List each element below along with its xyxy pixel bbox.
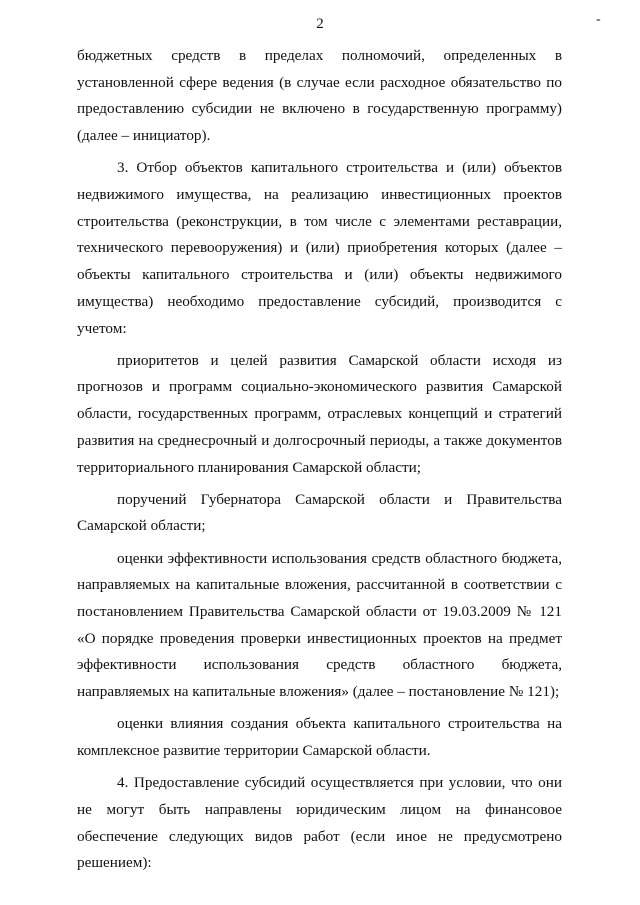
paragraph-governor-orders: поручений Губернатора Самарской области и Правительства Самарской области; [77, 490, 562, 535]
page-number: 2 [316, 16, 324, 32]
corner-mark: - [596, 12, 601, 27]
paragraph-initiator-continuation: бюджетных средств в пределах полномочий, определенных в установленной сфере ведения (в случае если расходное обязательство по предоставлению субсидии не включено в государственную программу) (далее – инициатор). [77, 47, 562, 145]
paragraph-territory-impact: оценки влияния создания объекта капитального строительства на комплексное развитие территории Самарской области. [77, 715, 562, 760]
paragraph-4-subsidy-conditions: 4. Предоставление субсидий осуществляется при условии, что они не могут быть направлены юридическим лицом на финансовое обеспечение следующих видов работ (если иное не предусмотрено решением): [77, 774, 562, 872]
paragraph-efficiency-assessment: оценки эффективности использования средств областного бюджета, направляемых на капитальные вложения, рассчитанной в соответствии с постановлением Правительства Самарской области от 19.03.2009 № 121 «О порядке проведения проверки инвестиционных проектов на предмет эффективности использования средств областного бюджета, направляемых на капитальные вложения» (далее – постановление № 121); [77, 549, 562, 701]
paragraph-priorities: приоритетов и целей развития Самарской области исходя из прогнозов и программ социально-экономического развития Самарской области, государственных программ, отраслевых концепций и стратегий развития на среднесрочный и долгосрочный периоды, а также документов территориального планирования Самарской области; [77, 351, 562, 476]
document-body [77, 43, 562, 883]
paragraph-3-selection-criteria: 3. Отбор объектов капитального строительства и (или) объектов недвижимого имущества, на реализацию инвестиционных проектов строительства (реконструкции, в том числе с элементами реставрации, технического перевооружения) и (или) приобретения которых (далее – объекты капитального строительства и (или) объекты недвижимого имущества) необходимо предоставление субсидий, производится с учетом: [77, 159, 562, 337]
